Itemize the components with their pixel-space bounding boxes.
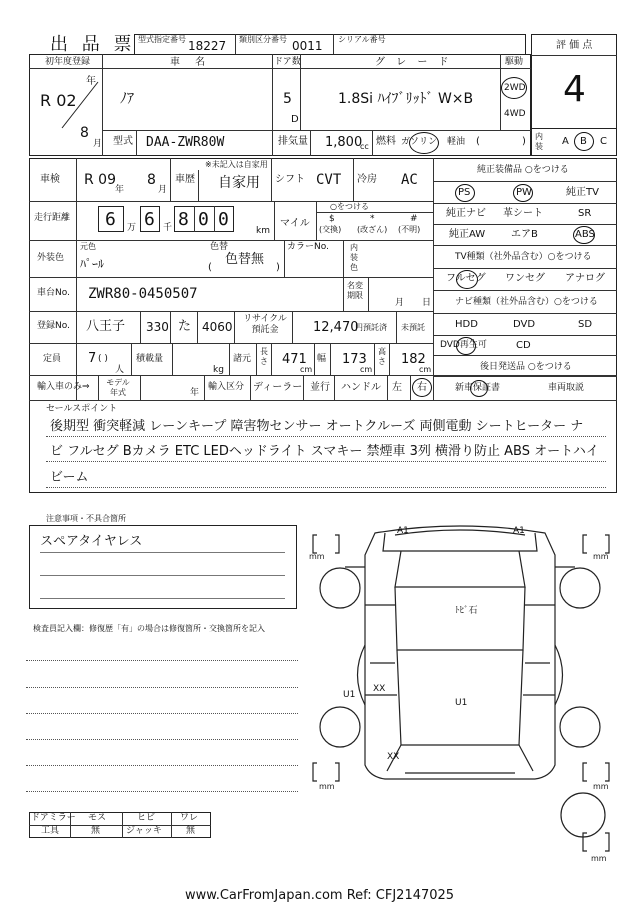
- divider: [29, 343, 433, 344]
- divider: [29, 68, 531, 69]
- original-color-label: 元色: [80, 242, 96, 251]
- first-reg-label: 初年度登録: [45, 57, 91, 67]
- divider: [433, 181, 617, 182]
- table-break: ワレ: [180, 813, 199, 823]
- reg-area: 八王子: [86, 319, 126, 334]
- repaint-value: 色替無: [225, 252, 265, 267]
- usage-note: ※未記入は自家用: [205, 160, 268, 169]
- genuine-title: 純正装備品 ○をつける: [477, 165, 569, 175]
- grade-label: 評 価 点: [556, 40, 593, 51]
- handle-right-circle: [412, 378, 432, 397]
- shift-value: CVT: [316, 172, 342, 188]
- grade-value: 4: [563, 69, 586, 110]
- navi-dvd-play: DVD再生可: [440, 340, 487, 350]
- divider: [40, 552, 285, 553]
- divider: [433, 335, 617, 336]
- later-manual: 車両取説: [548, 383, 585, 393]
- month-unit: 月: [93, 139, 103, 149]
- serial-label: シリアル番号: [338, 35, 386, 44]
- recycle-unit: 円預託済: [355, 323, 387, 332]
- divider: [284, 240, 285, 277]
- table-moss: モス: [88, 813, 107, 823]
- equip-leather: 革シート: [503, 208, 543, 219]
- ac-value: AC: [401, 172, 418, 188]
- divider: [29, 400, 617, 401]
- divider: [197, 311, 198, 343]
- import-label: 輸入車のみ⇒: [37, 382, 90, 392]
- divider: [500, 54, 501, 130]
- inspection-year-unit: 年: [115, 185, 125, 195]
- divider: [271, 343, 272, 375]
- sales-label: セールスポイント: [46, 404, 118, 414]
- divider: [433, 355, 617, 356]
- height-label: 高さ: [378, 347, 386, 366]
- divider: [140, 375, 141, 400]
- divider: [256, 343, 257, 375]
- navi-cd: CD: [516, 340, 531, 351]
- fuel-gas-circle: [409, 132, 439, 154]
- recycle-unpaid: 未預託: [401, 323, 425, 332]
- star-mark: *: [370, 214, 375, 224]
- divider: [272, 54, 273, 130]
- interior-c: C: [600, 136, 607, 147]
- equip-abs-circle: [573, 226, 595, 244]
- capacity-value: 7: [88, 351, 97, 366]
- inspection-label: 車検: [40, 174, 60, 185]
- load-label: 積載量: [136, 354, 164, 364]
- recycle-label: リサイクル預託金: [243, 314, 287, 335]
- divider: [76, 158, 77, 400]
- divider: [29, 311, 433, 312]
- equip-pw: PW: [516, 187, 532, 198]
- slash-line: [60, 80, 100, 130]
- divider: [433, 245, 617, 246]
- reg-kana: た: [178, 319, 192, 334]
- divider: [334, 375, 335, 400]
- hash-mark: #: [410, 214, 418, 224]
- model-type-label: 型式: [113, 136, 133, 147]
- divider: [433, 290, 617, 291]
- doors-value: 5: [283, 91, 292, 107]
- load-unit: kg: [213, 365, 224, 375]
- man-unit: 万: [127, 223, 137, 233]
- handle-right: 右: [417, 382, 427, 393]
- table-tools: 工具: [41, 826, 60, 836]
- caution-label: 注意事項・不具合箇所: [46, 514, 126, 523]
- displacement-value: 1,800: [325, 135, 363, 150]
- drive-label: 駆動: [505, 57, 524, 67]
- sen-unit: 千: [163, 223, 173, 233]
- divider: [136, 130, 137, 156]
- later-warranty: 新車保証書: [455, 383, 501, 393]
- divider: [368, 277, 369, 311]
- tv-analog: アナログ: [565, 273, 605, 284]
- table-jack-value: 無: [186, 826, 196, 836]
- inspector-line: [26, 713, 298, 714]
- mm-label: mm: [593, 552, 609, 561]
- interior-b: B: [580, 136, 587, 147]
- inspector-line: [26, 687, 298, 688]
- navi-dvd-play-circle: [456, 337, 476, 355]
- interior-a: A: [562, 136, 569, 147]
- mileage-label: 走行距離: [34, 213, 71, 223]
- divider: [235, 34, 236, 54]
- mileage-digit-5: 0: [218, 209, 229, 230]
- check-note: ○をつける: [330, 202, 369, 211]
- divider: [316, 201, 317, 240]
- navi-hdd: HDD: [455, 319, 478, 330]
- displacement-unit: cc: [360, 142, 369, 151]
- divider: [433, 224, 617, 225]
- later-title: 後日発送品 ○をつける: [480, 362, 572, 372]
- inspector-label: 検査員記入欄：修復歴「有」の場合は修復箇所・交換箇所を記入: [33, 624, 265, 633]
- table-crack: ヒビ: [137, 813, 156, 823]
- divider: [234, 311, 235, 343]
- height-value: 182: [401, 352, 426, 367]
- width-label: 幅: [317, 354, 327, 364]
- car-name-value: ﾉｱ: [120, 91, 134, 107]
- mm-label: mm: [319, 782, 335, 791]
- fuel-diesel: 軽油: [447, 137, 466, 147]
- sales-underline: [46, 461, 606, 462]
- reg-number: 4060: [202, 320, 233, 334]
- period-month-unit: 月: [395, 298, 405, 308]
- equip-ps: PS: [458, 187, 471, 198]
- repaint-label: 色替: [210, 242, 229, 252]
- mileage-digit-3: 8: [178, 209, 189, 230]
- navi-title: ナビ種類（社外品含む）○をつける: [455, 297, 598, 307]
- star-note: (改ざん): [357, 225, 388, 234]
- divider: [433, 268, 617, 269]
- color-label: 外装色: [37, 253, 65, 263]
- mileage-digit-4: 0: [198, 209, 209, 230]
- mm-label: mm: [591, 854, 607, 863]
- divider: [170, 311, 171, 343]
- height-cm: cm: [419, 365, 432, 374]
- chassis-label: 車台No.: [37, 288, 70, 298]
- divider: [372, 130, 373, 156]
- equip-pw-circle: [513, 184, 533, 202]
- navi-sd: SD: [578, 319, 593, 330]
- divider: [250, 375, 251, 400]
- divider: [531, 55, 617, 56]
- divider: [194, 206, 195, 232]
- drive-2wd-circle: [501, 77, 527, 99]
- divider: [271, 158, 272, 201]
- divider: [433, 376, 617, 377]
- divider: [330, 343, 331, 375]
- model-code-value: 18227: [188, 39, 227, 53]
- navi-dvd: DVD: [513, 319, 536, 330]
- divider: [172, 343, 173, 375]
- handle-label: ハンドル: [341, 382, 381, 393]
- usage-value: 自家用: [218, 175, 260, 191]
- divider: [40, 575, 285, 576]
- reg-label: 登録No.: [37, 321, 70, 331]
- first-reg-month: 8: [80, 125, 89, 141]
- doors-label: ドア数: [274, 57, 301, 67]
- mm-label: mm: [593, 782, 609, 791]
- tv-fullseg: フルセグ: [446, 273, 486, 284]
- tv-oneseg: ワンセグ: [505, 273, 545, 284]
- divider: [433, 158, 434, 400]
- interior-label: 内装: [535, 132, 543, 151]
- model-code-label: 型式指定番号: [138, 35, 186, 44]
- interior-color-label: 内装色: [350, 243, 358, 272]
- fuel-label: 燃料: [376, 136, 396, 147]
- equip-aw: 純正AW: [449, 229, 486, 240]
- divider: [410, 375, 411, 400]
- car-diagram: [305, 515, 635, 865]
- tv-fullseg-circle: [456, 270, 478, 289]
- accessory-period-label: 名変期限: [347, 281, 363, 300]
- sales-underline: [46, 436, 606, 437]
- sales-line-3: ビーム: [50, 470, 89, 485]
- divider: [171, 812, 172, 838]
- grade-col-label: グ レ ー ド: [375, 57, 453, 68]
- capacity-unit: 人: [115, 365, 125, 375]
- shift-label: シフト: [275, 174, 305, 185]
- inspection-month: 8: [147, 172, 156, 188]
- equip-navi: 純正ナビ: [446, 208, 486, 219]
- handle-left: 左: [392, 382, 402, 393]
- displacement-label: 排気量: [278, 136, 308, 147]
- mark-tobiishi: ﾄﾋﾞ石: [455, 606, 478, 616]
- divider: [131, 343, 132, 375]
- length-value: 471: [282, 352, 307, 367]
- length-cm: cm: [300, 365, 313, 374]
- door-suffix: D: [291, 114, 299, 125]
- divider: [314, 343, 315, 375]
- paren-open: (: [476, 136, 480, 147]
- divider: [433, 203, 617, 204]
- mark-xx-rear: XX: [387, 752, 400, 762]
- drive-4wd: 4WD: [504, 109, 526, 119]
- divider: [102, 130, 531, 131]
- divider: [389, 343, 390, 375]
- footer-ref: www.CarFromJapan.com Ref: CFJ2147025: [185, 888, 455, 903]
- mark-xx-left: XX: [373, 684, 386, 694]
- length-label: 長さ: [260, 347, 268, 366]
- divider: [374, 343, 375, 375]
- divider: [316, 212, 433, 213]
- width-cm: cm: [360, 365, 373, 374]
- hash-note: (不明): [398, 225, 421, 234]
- capacity-paren: ( ): [98, 354, 108, 364]
- divider: [204, 375, 205, 400]
- equip-ps-circle: [455, 184, 475, 202]
- model-type-value: DAA-ZWR80W: [146, 135, 225, 150]
- first-reg-year: R 02: [40, 91, 77, 110]
- usage-label: 車歴: [175, 174, 195, 185]
- chassis-value: ZWR80-0450507: [88, 286, 198, 302]
- dollar-note: (交換): [319, 225, 342, 234]
- divider: [353, 158, 354, 201]
- sheet-title: 出 品 票: [50, 34, 136, 55]
- dims-label: 諸元: [233, 354, 252, 364]
- divider: [40, 598, 285, 599]
- inspector-line: [26, 765, 298, 766]
- divider: [433, 313, 617, 314]
- divider: [29, 201, 433, 202]
- category-value: 0011: [292, 39, 323, 53]
- divider: [272, 130, 273, 156]
- divider: [198, 170, 199, 201]
- sales-line-2: ビ フルセグ Bカメラ ETC LEDヘッドライト スマキー 禁煙車 3列 横滑り防止 ABS オートハイ: [50, 444, 599, 459]
- repaint-paren-open: (: [208, 262, 212, 273]
- import-type-label: 輸入区分: [208, 382, 245, 392]
- divider: [274, 201, 275, 240]
- repaint-paren-close: ): [276, 262, 280, 273]
- car-name-label: 車 名: [170, 57, 212, 68]
- model-year-unit: 年: [190, 388, 200, 398]
- period-day-unit: 日: [422, 298, 432, 308]
- later-warranty-circle: [470, 380, 488, 397]
- table-tools-value: 無: [91, 826, 101, 836]
- table-mirror: ドアミラー: [31, 813, 76, 823]
- mileage-digit-2: 6: [144, 209, 155, 230]
- divider: [310, 130, 311, 156]
- divider: [98, 375, 99, 400]
- inspector-line: [26, 739, 298, 740]
- dealer-option: ディーラー: [253, 382, 303, 393]
- divider: [387, 375, 388, 400]
- reg-class: 330: [146, 320, 169, 334]
- caution-line-1: スペアタイヤレス: [40, 534, 143, 549]
- mm-label: mm: [309, 552, 325, 561]
- sales-underline: [46, 487, 606, 488]
- inspector-line: [26, 791, 298, 792]
- mileage-digit-1: 6: [105, 209, 116, 230]
- mark-a1-left: A1: [397, 526, 409, 536]
- divider: [29, 277, 433, 278]
- recycle-amount: 12,470: [313, 320, 359, 335]
- equip-airbag: エアB: [511, 229, 538, 240]
- color-no-label: カラーNo.: [287, 242, 329, 252]
- km-unit: km: [256, 226, 270, 236]
- mark-u1-left: U1: [343, 690, 356, 700]
- divider: [303, 375, 304, 400]
- inspection-year: R 09: [84, 172, 116, 188]
- paren-close: ): [522, 136, 526, 147]
- inspection-month-unit: 月: [158, 185, 168, 195]
- divider: [214, 206, 215, 232]
- divider: [102, 54, 103, 156]
- table-jack: ジャッキ: [126, 826, 162, 836]
- divider: [229, 343, 230, 375]
- fuel-gas: ガソリン: [401, 137, 438, 147]
- divider: [396, 311, 397, 343]
- ac-label: 冷房: [357, 174, 377, 185]
- dollar-mark: $: [329, 214, 335, 224]
- divider: [292, 311, 293, 343]
- drive-2wd: 2WD: [504, 83, 526, 93]
- interior-b-circle: [574, 132, 594, 151]
- divider: [29, 240, 433, 241]
- tv-title: TV種類（社外品含む）○をつける: [455, 252, 592, 262]
- divider: [122, 812, 123, 838]
- equip-abs: ABS: [575, 229, 595, 240]
- capacity-label: 定員: [43, 354, 62, 364]
- mark-a1-right: A1: [513, 526, 525, 536]
- mark-u1-center: U1: [455, 698, 468, 708]
- divider: [170, 158, 171, 201]
- divider: [140, 311, 141, 343]
- divider: [333, 34, 334, 54]
- year-unit: 年: [86, 76, 96, 87]
- width-value: 173: [342, 352, 367, 367]
- model-year-label: モデル年式: [106, 378, 130, 397]
- original-color-value: ﾊﾟｰﾙ: [80, 257, 105, 271]
- parallel-option: 並行: [310, 382, 330, 393]
- mile-label: マイル: [280, 218, 310, 229]
- divider: [343, 240, 344, 311]
- category-label: 類別区分番号: [239, 35, 287, 44]
- equip-tv: 純正TV: [566, 187, 599, 198]
- grade-col-value: 1.8Si ﾊｲﾌﾞﾘｯﾄﾞ W×B: [338, 91, 474, 107]
- inspector-line: [26, 660, 298, 661]
- sales-line-1: 後期型 衝突軽減 レーンキープ 障害物センサー オートクルーズ 両側電動 シートヒーター ナ: [50, 419, 584, 434]
- equip-sr: SR: [578, 208, 592, 219]
